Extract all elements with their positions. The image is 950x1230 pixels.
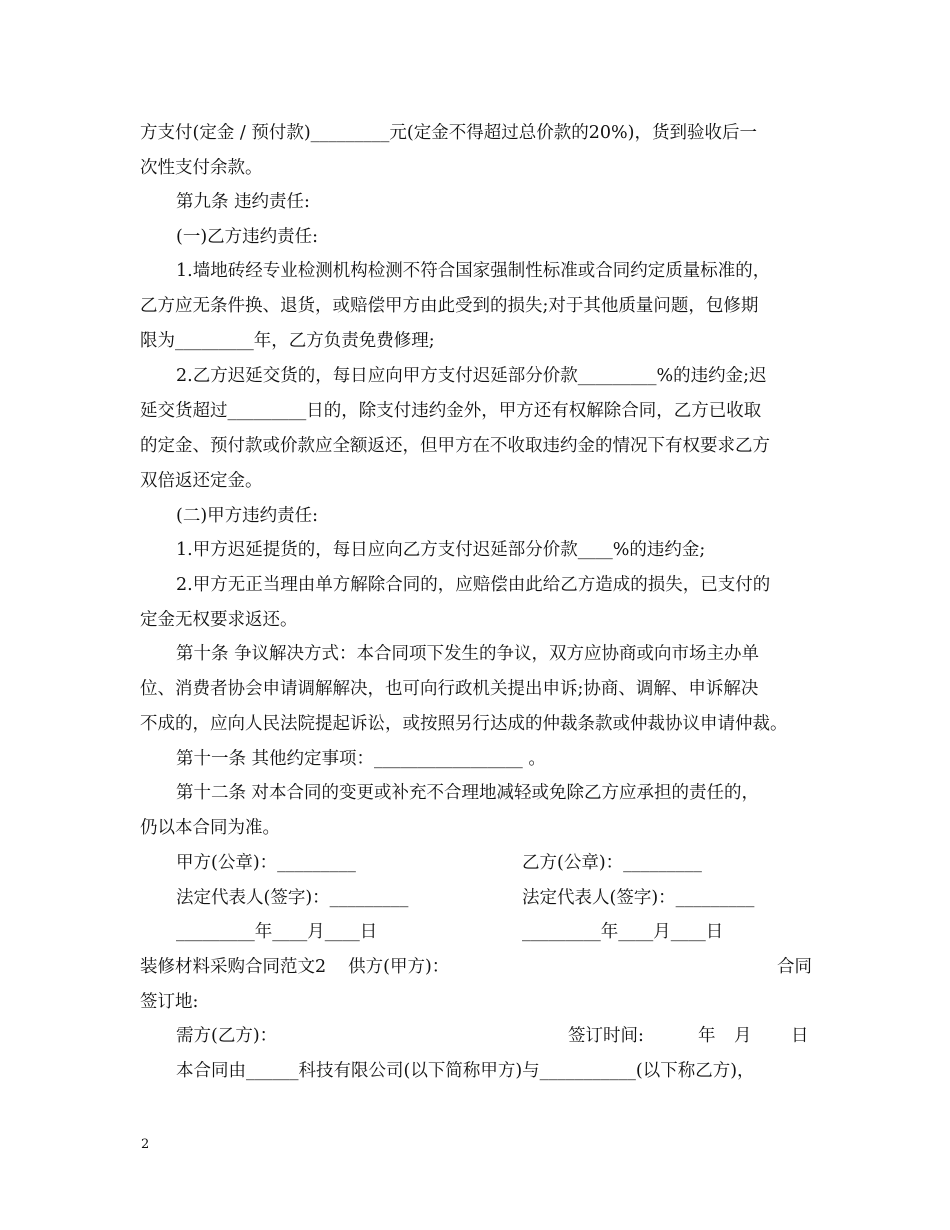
buyer-label: 需方(乙方)： [176, 1026, 278, 1046]
party-a-date-field: _________年____月____日 [176, 922, 378, 942]
signature-row-representative [176, 886, 812, 910]
paragraph-line: 1.墙地砖经专业检测机构检测不符合国家强制性标准或合同约定质量标准的， [176, 261, 771, 281]
paragraph-line: 次性支付余款。 [140, 158, 263, 178]
paragraph-line: 乙方应无条件换、退货，或赔偿甲方由此受到的损失;对于其他质量问题，包修期 [140, 296, 759, 316]
paragraph-line: 仍以本合同为准。 [140, 818, 280, 838]
section-heading-party-a: (二)甲方违约责任: [176, 506, 319, 526]
signing-place-label-start: 合同 [777, 957, 812, 977]
article-11-line: 第十一条 其他约定事项：_________________ 。 [176, 749, 546, 769]
article-10-line: 第十条 争议解决方式：本合同项下发生的争议，双方应协商或向市场主办单 [176, 644, 760, 664]
sign-month: 月 [734, 1026, 752, 1046]
paragraph-line: 2.乙方迟延交货的，每日应向甲方支付迟延部分价款_________%的违约金;迟 [176, 366, 767, 386]
party-a-rep-field: 法定代表人(签字)：_________ [176, 888, 409, 908]
paragraph-line: 的定金、预付款或价款应全额返还，但甲方在不收取违约金的情况下有权要求乙方 [140, 436, 770, 456]
article-12-line: 第十二条 对本合同的变更或补充不合理地减轻或免除乙方应承担的责任的， [176, 783, 760, 803]
party-b-date-field: _________年____月____日 [522, 922, 724, 942]
party-a-seal-field: 甲方(公章)：_________ [176, 853, 356, 873]
party-b-rep-field: 法定代表人(签字)：_________ [522, 888, 755, 908]
paragraph-line: 方支付(定金 / 预付款)_________元(定金不得超过总价款的20%)，货到验收后一 [140, 123, 757, 143]
paragraph-line: 2.甲方无正当理由单方解除合同的，应赔偿由此给乙方造成的损失，已支付的 [176, 575, 771, 595]
buyer-row [176, 1024, 812, 1048]
supplier-label: 供方(甲方)： [348, 957, 450, 977]
signature-row-date [176, 920, 812, 944]
paragraph-line: 1.甲方迟延提货的，每日应向乙方支付迟延部分价款____%的违约金; [176, 540, 706, 560]
sign-day: 日 [791, 1026, 809, 1046]
signature-row-seal [176, 851, 812, 875]
paragraph-line: 延交货超过_________日的，除支付违约金外，甲方还有权解除合同，乙方已收取 [140, 401, 762, 421]
contract2-header-row [140, 955, 812, 979]
signing-place-label-end: 签订地: [140, 992, 199, 1012]
paragraph-line: 不成的，应向人民法院提起诉讼，或按照另行达成的仲裁条款或仲裁协议申请仲裁。 [140, 714, 788, 734]
sign-year: 年 [698, 1026, 716, 1046]
section-heading-party-b: (一)乙方违约责任: [176, 227, 319, 247]
contract2-intro: 本合同由______科技有限公司(以下简称甲方)与___________(以下称乙方)， [176, 1061, 755, 1081]
paragraph-line: 双倍返还定金。 [140, 471, 263, 491]
paragraph-line: 限为_________年，乙方负责免费修理; [140, 331, 435, 351]
party-b-seal-field: 乙方(公章)：_________ [522, 853, 702, 873]
article-9-heading: 第九条 违约责任: [176, 192, 310, 212]
sign-time-label: 签订时间: [568, 1026, 644, 1046]
contract2-title: 装修材料采购合同范文2 [140, 957, 327, 977]
paragraph-line: 位、消费者协会申请调解解决，也可向行政机关提出申诉;协商、调解、申诉解决 [140, 679, 759, 699]
page-number: 2 [141, 1137, 150, 1152]
paragraph-line: 定金无权要求返还。 [140, 610, 298, 630]
